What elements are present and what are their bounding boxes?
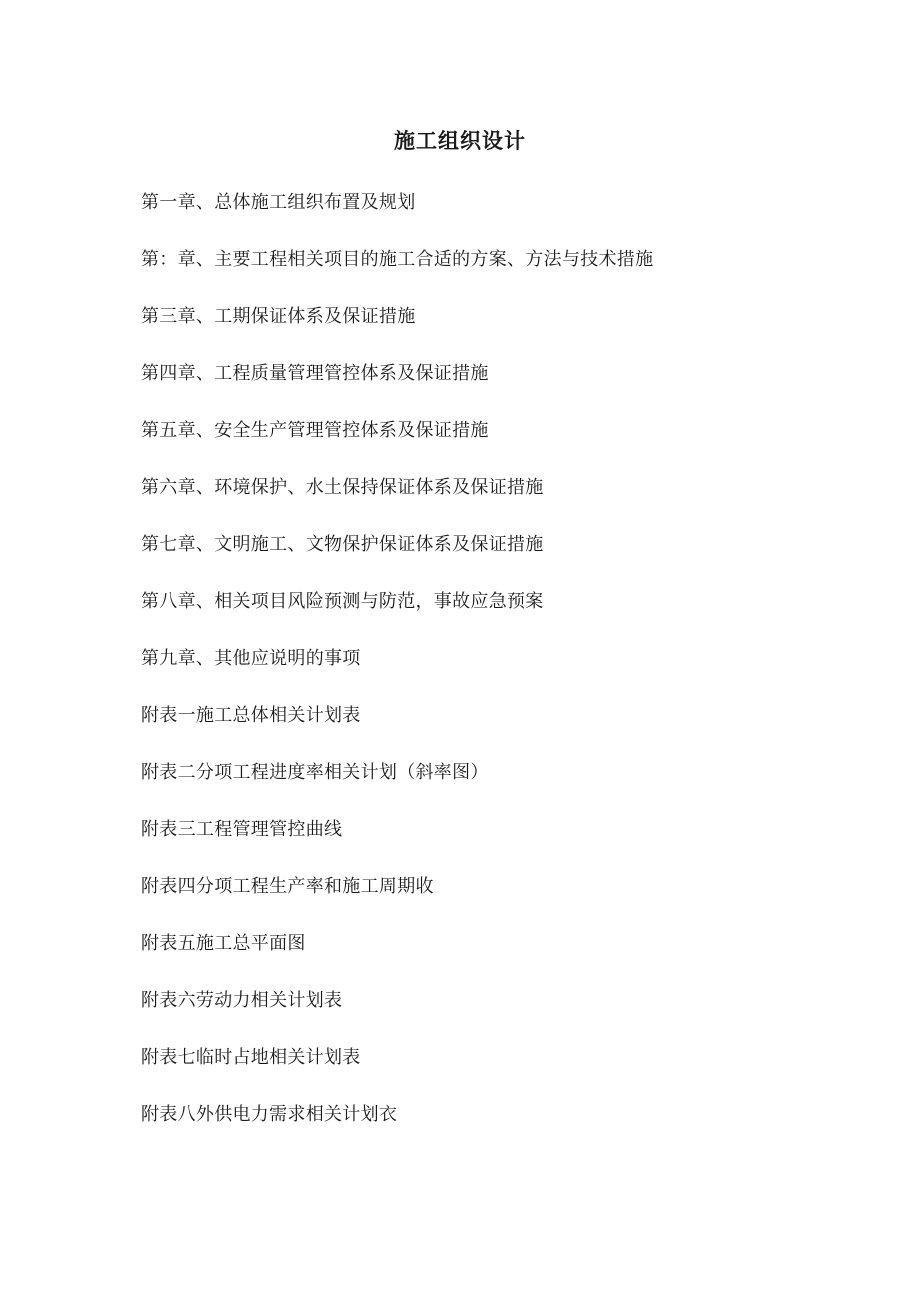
toc-item: 第八章、相关项目风险预测与防范，事故应急预案 bbox=[141, 591, 544, 612]
toc-item: 附表八外供电力需求相关计划衣 bbox=[141, 1104, 398, 1125]
toc-item: 第七章、文明施工、文物保护保证体系及保证措施 bbox=[141, 534, 544, 555]
toc-item: 附表一施工总体相关计划表 bbox=[141, 705, 361, 726]
toc-item: 附表四分项工程生产率和施工周期收 bbox=[141, 876, 434, 897]
toc-item: 附表六劳动力相关计划表 bbox=[141, 990, 343, 1011]
toc-item: 第一章、总体施工组织布置及规划 bbox=[141, 192, 416, 213]
toc-item: 第六章、环境保护、水土保持保证体系及保证措施 bbox=[141, 477, 544, 498]
toc-item: 附表七临时占地相关计划表 bbox=[141, 1047, 361, 1068]
toc-item: 第九章、其他应说明的事项 bbox=[141, 648, 361, 669]
toc-item: 第四章、工程质量管理管控体系及保证措施 bbox=[141, 363, 489, 384]
table-of-contents bbox=[141, 188, 881, 1157]
toc-item: 第五章、安全生产管理管控体系及保证措施 bbox=[141, 420, 489, 441]
toc-item: 第：章、主要工程相关项目的施工合适的方案、方法与技术措施 bbox=[141, 249, 654, 270]
toc-item: 附表二分项工程进度率相关计划（斜率图） bbox=[141, 762, 489, 783]
toc-item: 附表五施工总平面图 bbox=[141, 933, 306, 954]
toc-item: 附表三工程管理管控曲线 bbox=[141, 819, 343, 840]
toc-item: 第三章、工期保证体系及保证措施 bbox=[141, 306, 416, 327]
document-title: 施工组织设计 bbox=[394, 129, 526, 153]
